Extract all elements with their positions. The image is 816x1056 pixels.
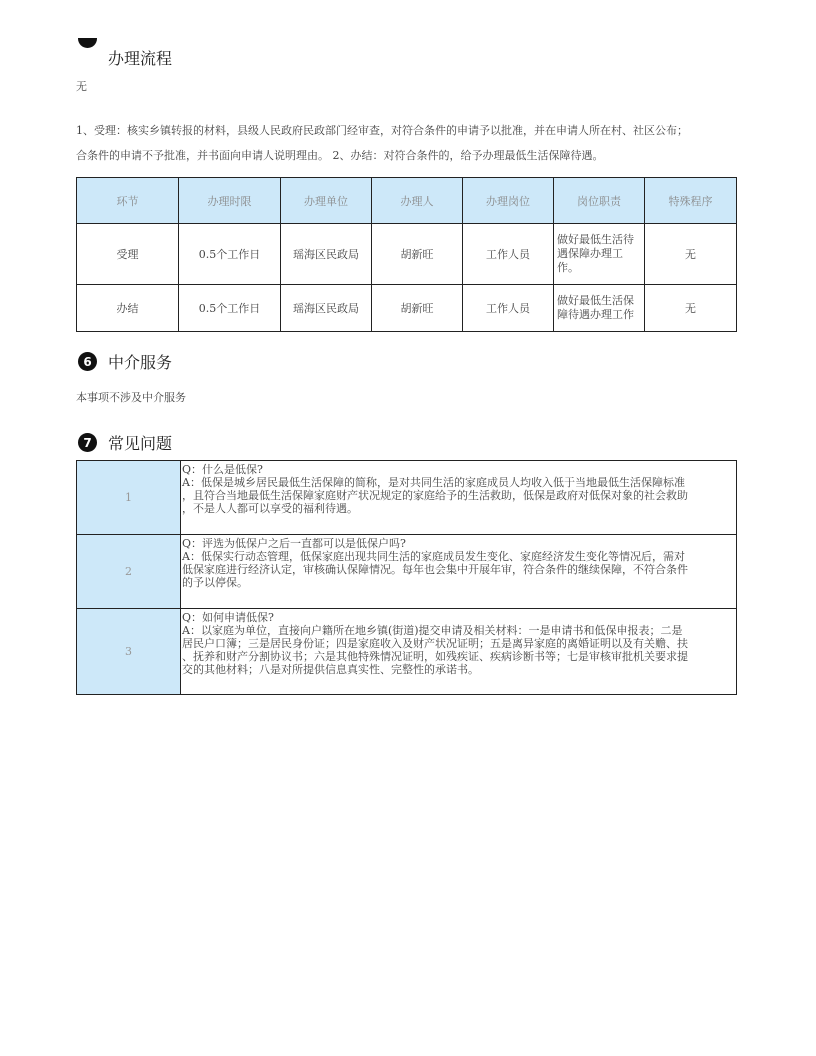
faq-line: Q：什么是低保? <box>182 463 263 476</box>
table-row <box>77 285 737 332</box>
table-row <box>77 224 737 285</box>
column-header: 办理人 <box>372 178 463 224</box>
column-header: 办理单位 <box>281 178 372 224</box>
faq-line: 、抚养和财产分割协议书；六是其他特殊情况证明，如残疾证、疾病诊断书等；七是审核审批机关要求提 <box>182 650 688 663</box>
process-title: 办理流程 <box>108 49 173 68</box>
table-cell: 无 <box>645 224 737 285</box>
column-header: 环节 <box>77 178 179 224</box>
intermediary-title: 中介服务 <box>108 353 173 372</box>
column-header: 办理时限 <box>179 178 281 224</box>
process-description <box>76 118 740 168</box>
faq-answer <box>181 609 737 695</box>
process-table <box>76 177 737 332</box>
column-header: 岗位职责 <box>554 178 645 224</box>
faq-line: Q：评选为低保户之后一直都可以是低保户吗? <box>182 537 406 550</box>
faq-row <box>77 461 737 535</box>
table-cell: 瑶海区民政局 <box>281 285 372 332</box>
process-note: 无 <box>76 80 87 93</box>
table-cell: 0.5个工作日 <box>179 285 281 332</box>
table-cell: 受理 <box>77 224 179 285</box>
intermediary-heading <box>78 350 172 373</box>
faq-line: A：低保是城乡居民最低生活保障的简称，是对共同生活的家庭成员人均收入低于当地最低生活保障标准 <box>182 476 685 489</box>
table-cell: 胡新旺 <box>372 224 463 285</box>
faq-line: A：低保实行动态管理，低保家庭出现共同生活的家庭成员发生变化、家庭经济发生变化等情况后，需对 <box>182 550 685 563</box>
faq-heading <box>78 431 172 454</box>
process-heading <box>78 46 172 69</box>
faq-line: Q：如何申请低保? <box>182 611 274 624</box>
intermediary-text: 本事项不涉及中介服务 <box>76 391 186 404</box>
table-header-row <box>77 178 737 224</box>
table-cell: 工作人员 <box>463 285 554 332</box>
faq-index: 1 <box>77 461 181 535</box>
faq-line: 低保家庭进行经济认定，审核确认保障情况。每年也会集中开展年审，符合条件的继续保障，不符合条件 <box>182 563 688 576</box>
table-cell: 瑶海区民政局 <box>281 224 372 285</box>
table-cell: 无 <box>645 285 737 332</box>
process-description-line: 1、受理：核实乡镇转报的材料，县级人民政府民政部门经审查，对符合条件的申请予以批准，并在申请人所在村、社区公布； <box>76 124 688 137</box>
faq-title: 常见问题 <box>108 434 173 453</box>
faq-line: ，且符合当地最低生活保障家庭财产状况规定的家庭给予的生活救助，低保是政府对低保对象的社会救助 <box>182 489 688 502</box>
section-number-badge: 6 <box>78 352 97 371</box>
section-number-badge: 7 <box>78 433 97 452</box>
column-header: 特殊程序 <box>645 178 737 224</box>
table-cell: 0.5个工作日 <box>179 224 281 285</box>
column-header: 办理岗位 <box>463 178 554 224</box>
faq-line: 居民户口簿；三是居民身份证；四是家庭收入及财产状况证明；五是离异家庭的离婚证明以及有关赡、扶 <box>182 637 688 650</box>
faq-row <box>77 535 737 609</box>
faq-line: 的予以停保。 <box>182 576 248 589</box>
faq-line: A：以家庭为单位，直接向户籍所在地乡镇(街道)提交申请及相关材料：一是申请书和低保申报表；二是 <box>182 624 683 637</box>
table-cell: 工作人员 <box>463 224 554 285</box>
faq-line: ，不是人人都可以享受的福利待遇。 <box>182 502 358 515</box>
faq-row <box>77 609 737 695</box>
faq-index: 3 <box>77 609 181 695</box>
faq-answer <box>181 535 737 609</box>
table-cell: 做好最低生活保障待遇办理工作 <box>554 285 645 332</box>
process-description-line: 合条件的申请不予批准，并书面向申请人说明理由。 2、办结：对符合条件的，给予办理最低生活保障待遇。 <box>76 149 604 162</box>
table-cell: 胡新旺 <box>372 285 463 332</box>
faq-answer <box>181 461 737 535</box>
table-cell: 做好最低生活待遇保障办理工作。 <box>554 224 645 285</box>
faq-index: 2 <box>77 535 181 609</box>
faq-line: 交的其他材料；八是对所提供信息真实性、完整性的承诺书。 <box>182 663 479 676</box>
faq-table <box>76 460 737 695</box>
table-cell: 办结 <box>77 285 179 332</box>
